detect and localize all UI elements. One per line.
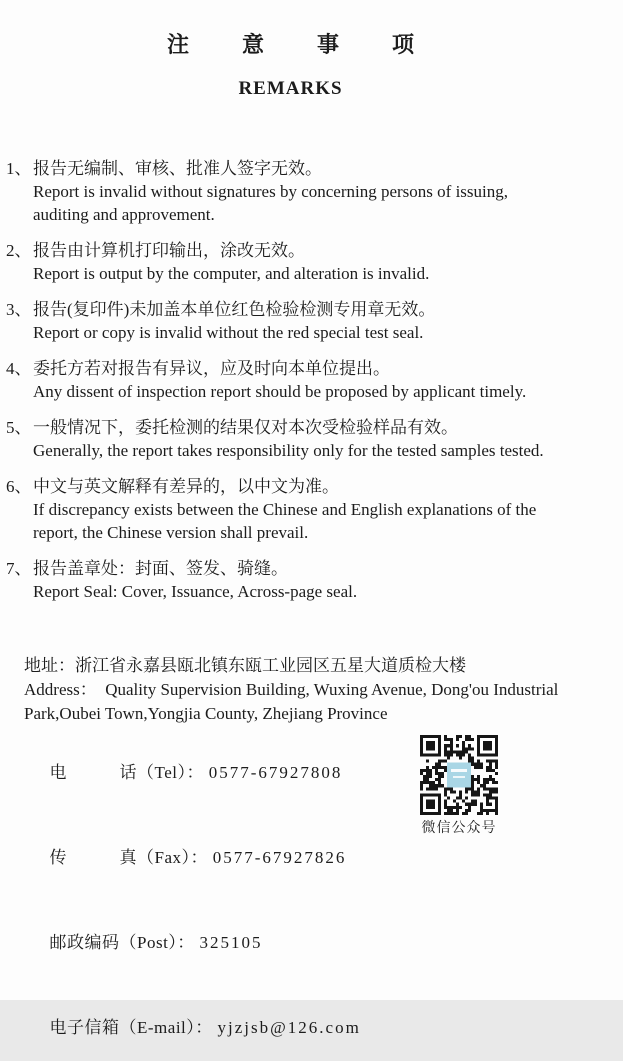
item-text-en: Report Seal: Cover, Issuance, Across-page seal. [33, 582, 358, 601]
item-body [33, 157, 549, 226]
item-number: 7、 [6, 559, 32, 578]
contact-value: 0577-67927826 [212, 848, 347, 867]
contact-row [24, 910, 623, 976]
remarks-list [0, 157, 623, 603]
contact-row [24, 825, 623, 891]
page-header [0, 0, 581, 101]
item-text-en: Report or copy is invalid without the red special test seal. [33, 323, 424, 342]
remark-item [6, 239, 623, 285]
item-number: 6、 [6, 477, 32, 496]
contact-list [24, 740, 623, 1061]
item-text-en: Report is output by the computer, and alteration is invalid. [33, 264, 430, 283]
item-text-cn: 报告盖章处：封面、签发、骑缝。 [33, 559, 288, 578]
item-body [33, 475, 549, 544]
item-body [33, 357, 549, 403]
remark-item [6, 357, 623, 403]
item-text-en: If discrepancy exists between the Chinese and English explanations of the report, the Chinese version shall prevail. [33, 500, 537, 542]
contact-value: yjzjsb@126.com [217, 1018, 361, 1037]
item-text-cn: 委托方若对报告有异议，应及时向本单位提出。 [33, 359, 390, 378]
remark-item [6, 475, 623, 544]
qr-caption: 微信公众号 [421, 821, 497, 836]
item-body [33, 239, 549, 285]
item-text-en: Generally, the report takes responsibility only for the tested samples tested. [33, 441, 544, 460]
remark-item [6, 416, 623, 462]
item-number: 3、 [6, 300, 32, 319]
contact-label: 传 真（Fax）： [49, 848, 213, 867]
contact-label: 电子信箱（E-mail）： [49, 1018, 218, 1037]
item-number: 4、 [6, 359, 32, 378]
contact-row [24, 995, 623, 1061]
contact-value: 325105 [199, 933, 263, 952]
item-number: 1、 [6, 159, 32, 178]
remark-item [6, 557, 623, 603]
item-body [33, 557, 549, 603]
address-cn: 地址：浙江省永嘉县瓯北镇东瓯工业园区五星大道质检大楼 [24, 656, 466, 675]
address-block [24, 654, 592, 726]
page-subtitle: REMARKS [238, 78, 343, 99]
remark-item [6, 298, 623, 344]
item-text-cn: 一般情况下，委托检测的结果仅对本次受检验样品有效。 [33, 418, 458, 437]
item-body [33, 298, 549, 344]
item-number: 5、 [6, 418, 32, 437]
item-text-cn: 报告无编制、审核、批准人签字无效。 [33, 159, 322, 178]
item-number: 2、 [6, 241, 32, 260]
contact-label: 电 话（Tel）： [49, 763, 209, 782]
item-text-en: Report is invalid without signatures by concerning persons of issuing, auditing and approvement. [33, 182, 508, 224]
contact-row [24, 740, 623, 806]
page-title: 注意事项 [166, 32, 467, 57]
item-text-en: Any dissent of inspection report should be proposed by applicant timely. [33, 382, 527, 401]
item-text-cn: 报告(复印件)未加盖本单位红色检验检测专用章无效。 [33, 300, 436, 319]
contact-label: 邮政编码（Post）： [49, 933, 200, 952]
remark-item [6, 157, 623, 226]
contact-value: 0577-67927808 [208, 763, 343, 782]
wechat-qr-code [420, 735, 498, 815]
item-text-cn: 中文与英文解释有差异的，以中文为准。 [33, 477, 339, 496]
address-en: Address： Quality Supervision Building, Wuxing Avenue, Dong'ou Industrial Park,Oubei Town,Yongjia County, Zhejiang Province [24, 680, 563, 723]
wechat-qr-block [420, 735, 498, 838]
item-text-cn: 报告由计算机打印输出，涂改无效。 [33, 241, 305, 260]
item-body [33, 416, 549, 462]
